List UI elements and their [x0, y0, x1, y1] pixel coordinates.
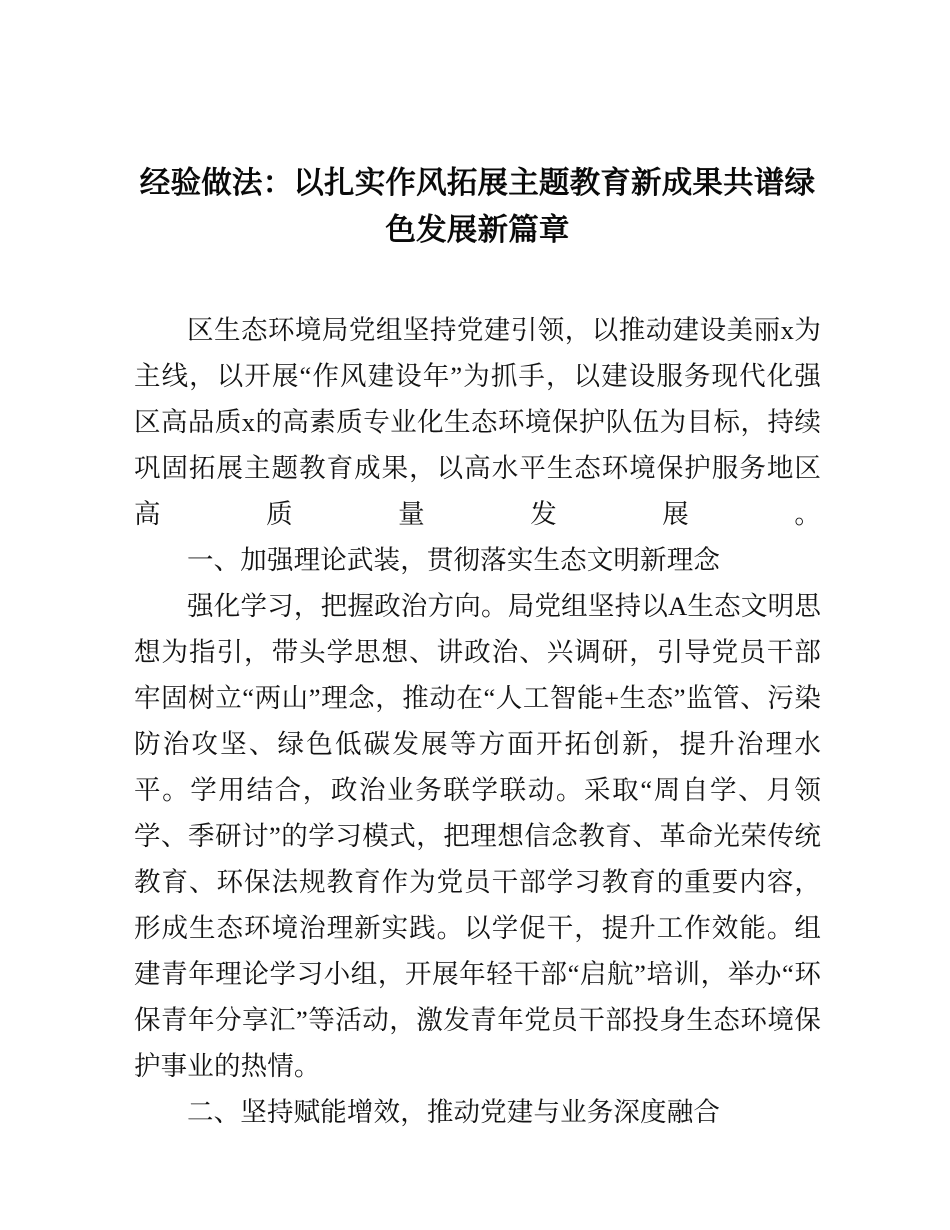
paragraph-section-one-body: 强化学习，把握政治方向。局党组坚持以A生态文明思想为指引，带头学思想、讲政治、兴调研，引导党员干部牢固树立“两山”理念，推动在“人工智能+生态”监管、污染防治攻坚、绿色低碳发展等方面开拓创新，提升治理水平。学用结合，政治业务联学联动。采取“周自学、月领学、季研讨”的学习模式，把理想信念教育、革命光荣传统教育、环保法规教育作为党员干部学习教育的重要内容，形成生态环境治理新实践。以学促干，提升工作效能。组建青年理论学习小组，开展年轻干部“启航”培训，举办“环保青年分享汇”等活动，激发青年党员干部投身生态环境保护事业的热情。 — [134, 591, 821, 1081]
document-body — [134, 160, 821, 1135]
page-title: 经验做法：以扎实作风拓展主题教育新成果共谱绿色发展新篇章 — [139, 166, 816, 247]
section-heading-one: 一、加强理论武装，贯彻落实生态文明新理念 — [187, 545, 720, 575]
paragraph-intro: 区生态环境局党组坚持党建引领，以推动建设美丽x为主线，以开展“作风建设年”为抓手，以建设服务现代化强区高品质x的高素质专业化生态环境保护队伍为目标，持续巩固拓展主题教育成果，以高水平生态环境保护服务地区高质量发展。 — [134, 315, 821, 529]
title-spacer — [134, 254, 821, 307]
section-heading-two: 二、坚持赋能增效，推动党建与业务深度融合 — [187, 1097, 720, 1127]
